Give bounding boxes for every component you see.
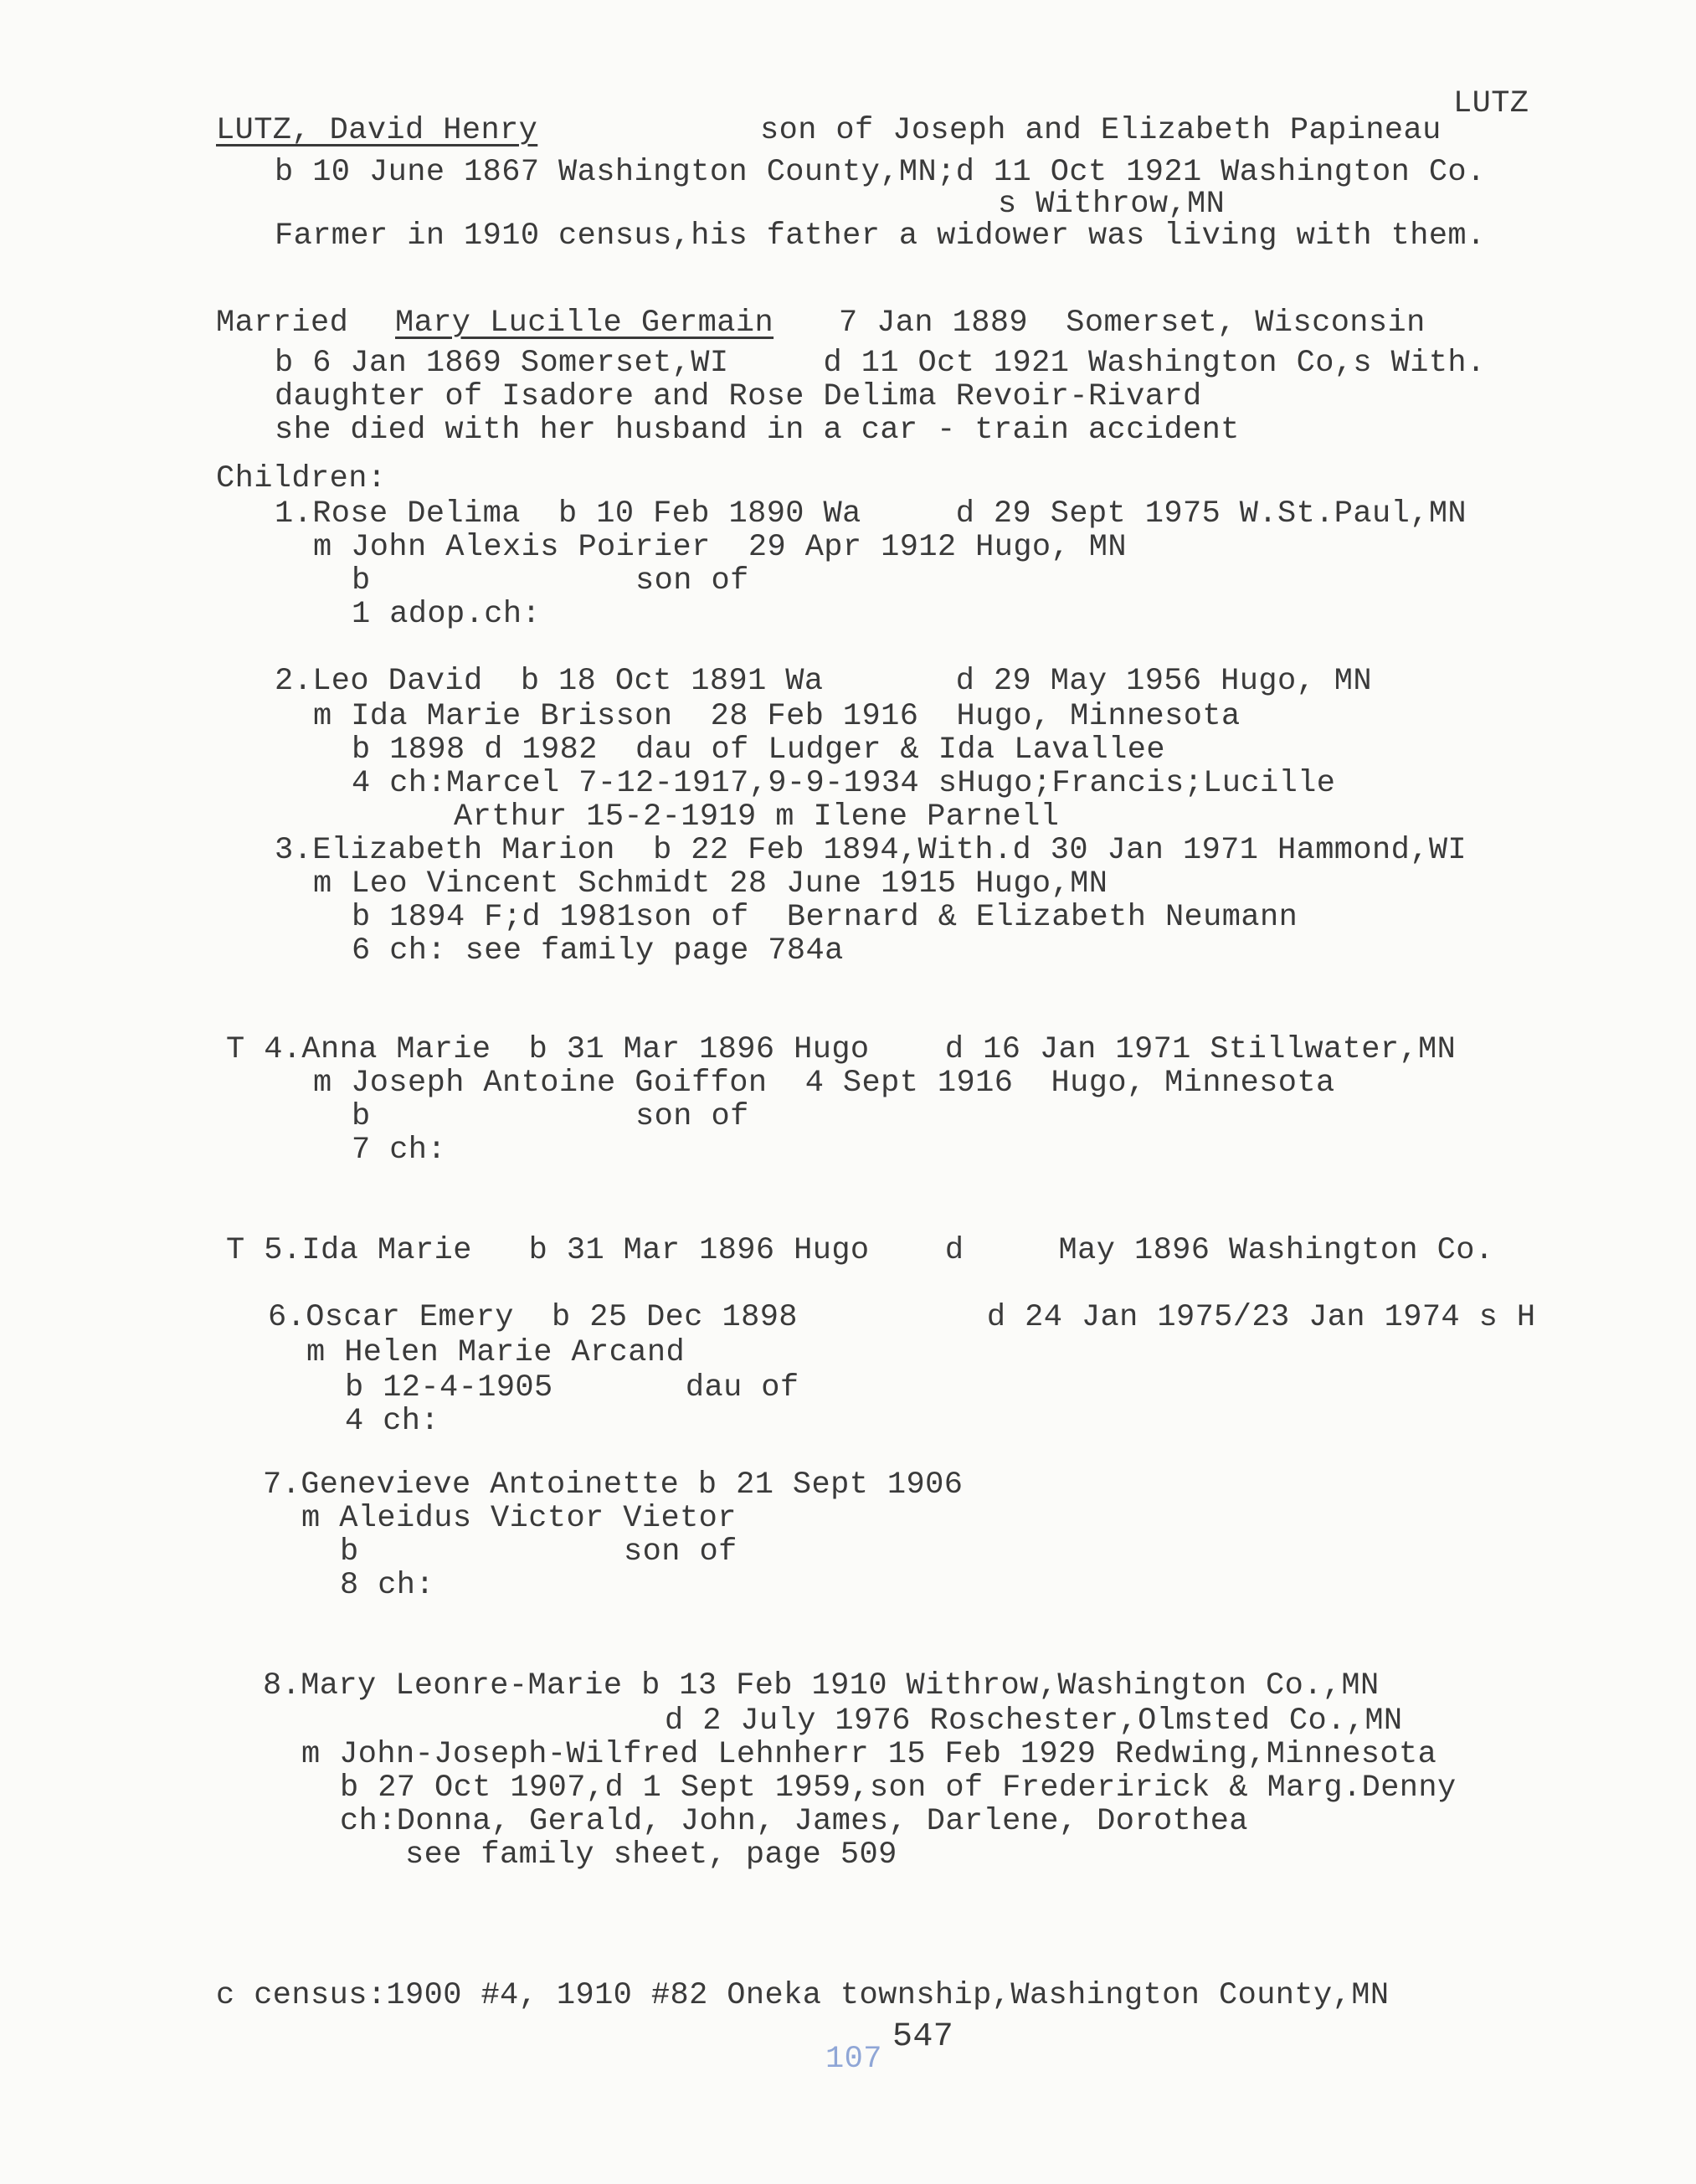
subject-note: Farmer in 1910 census,his father a widower was living with them. [275,218,1486,254]
child-8-line: d 2 July 1976 Roschester,Olmsted Co.,MN [665,1704,1403,1739]
child-7-line: 8 ch: [340,1568,435,1603]
child-2-line: b 1898 d 1982 dau of Ludger & Ida Lavallee [352,732,1165,768]
spouse-name: Mary Lucille Germain [395,306,774,341]
subject-name: LUTZ, David Henry [216,113,538,148]
child-1-line: 1.Rose Delima b 10 Feb 1890 Wa d 29 Sept 1975 W.St.Paul,MN [275,496,1467,532]
subject-birth-death: b 10 June 1867 Washington County,MN;d 11 Oct 1921 Washington Co. [275,155,1486,190]
child-1-line: b son of [352,563,749,599]
married-label: Married [216,306,349,341]
child-8-line: see family sheet, page 509 [405,1837,897,1873]
subject-parents: son of Joseph and Elizabeth Papineau [760,113,1442,148]
spouse-parents: daughter of Isadore and Rose Delima Revoir-Rivard [275,379,1202,414]
child-2-line: 4 ch:Marcel 7-12-1917,9-9-1934 sHugo;Francis;Lucille [352,766,1336,801]
child-3-line: 3.Elizabeth Marion b 22 Feb 1894,With.d 30 Jan 1971 Hammond,WI [275,833,1467,868]
child-8-line: b 27 Oct 1907,d 1 Sept 1959,son of Frederirick & Marg.Denny [340,1770,1457,1806]
child-4-line: T 4.Anna Marie b 31 Mar 1896 Hugo d 16 Jan 1971 Stillwater,MN [226,1032,1457,1067]
child-8-line: 8.Mary Leonre-Marie b 13 Feb 1910 Withrow,Washington Co.,MN [263,1668,1380,1704]
page-number: 547 [892,2018,954,2056]
spouse-birth-death: b 6 Jan 1869 Somerset,WI d 11 Oct 1921 Washington Co,s With. [275,346,1486,381]
child-6-line: 4 ch: [345,1404,440,1439]
children-label: Children: [216,461,387,496]
child-5-line: T 5.Ida Marie b 31 Mar 1896 Hugo d May 1896 Washington Co. [226,1233,1494,1268]
child-8-line: ch:Donna, Gerald, John, James, Darlene, Dorothea [340,1804,1248,1839]
subject-burial: s Withrow,MN [998,187,1226,222]
child-7-line: m Aleidus Victor Vietor [301,1501,737,1536]
child-4-line: b son of [352,1099,749,1134]
child-4-line: 7 ch: [352,1133,447,1168]
child-2-line: 2.Leo David b 18 Oct 1891 Wa d 29 May 1956 Hugo, MN [275,664,1373,699]
child-3-line: b 1894 F;d 1981son of Bernard & Elizabeth Neumann [352,900,1298,935]
spouse-marriage: 7 Jan 1889 Somerset, Wisconsin [839,306,1426,341]
child-7-line: 7.Genevieve Antoinette b 21 Sept 1906 [263,1467,964,1503]
spouse-note: she died with her husband in a car - train accident [275,413,1240,448]
census-note: c census:1900 #4, 1910 #82 Oneka township,Washington County,MN [216,1978,1390,2013]
child-1-line: m John Alexis Poirier 29 Apr 1912 Hugo, MN [313,530,1127,565]
child-6-line: b 12-4-1905 dau of [345,1370,799,1405]
child-2-line: Arthur 15-2-1919 m Ilene Parnell [454,799,1060,835]
archive-stamp: 107 [825,2042,882,2077]
child-2-line: m Ida Marie Brisson 28 Feb 1916 Hugo, Minnesota [313,699,1241,734]
child-6-line: 6.Oscar Emery b 25 Dec 1898 d 24 Jan 1975/23 Jan 1974 s H [268,1300,1536,1335]
child-3-line: m Leo Vincent Schmidt 28 June 1915 Hugo,MN [313,866,1108,902]
child-8-line: m John-Joseph-Wilfred Lehnherr 15 Feb 1929 Redwing,Minnesota [301,1737,1437,1772]
child-1-line: 1 adop.ch: [352,597,542,632]
child-7-line: b son of [340,1534,738,1570]
surname-tag: LUTZ [1453,86,1529,121]
child-4-line: m Joseph Antoine Goiffon 4 Sept 1916 Hugo, Minnesota [313,1066,1335,1101]
child-6-line: m Helen Marie Arcand [306,1335,686,1370]
child-3-line: 6 ch: see family page 784a [352,933,844,969]
